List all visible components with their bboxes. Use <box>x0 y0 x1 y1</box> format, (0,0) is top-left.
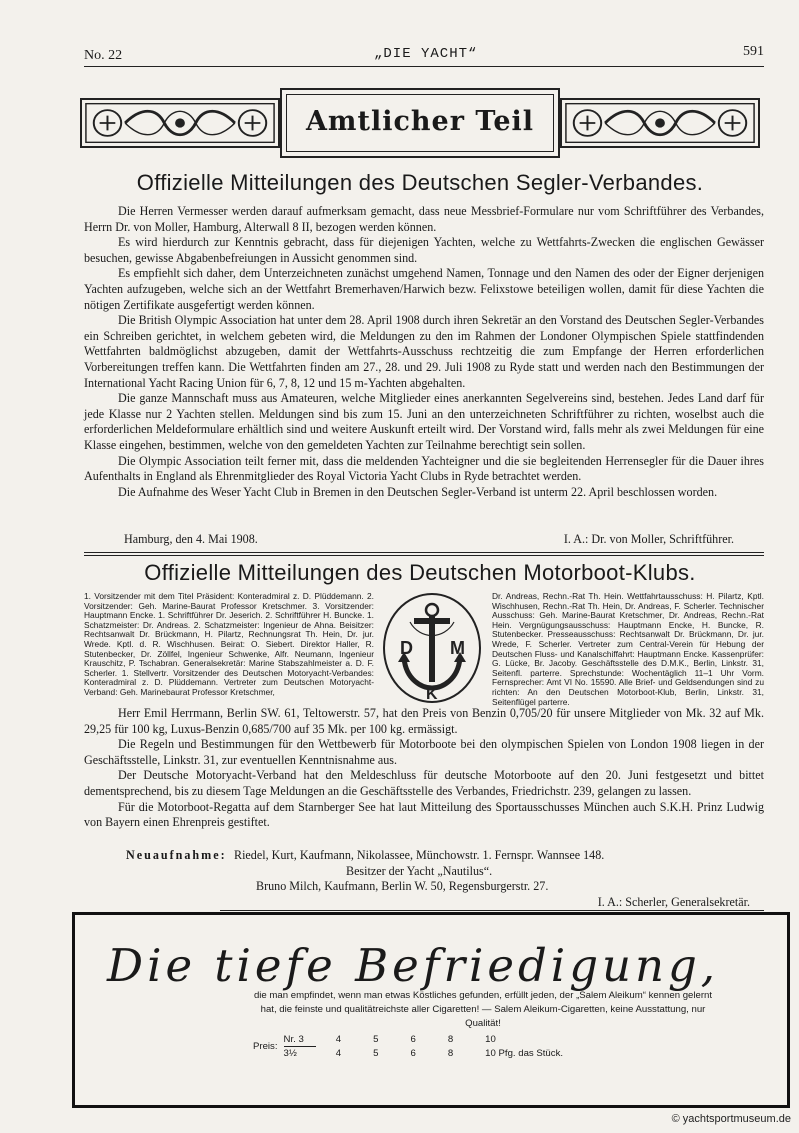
new-members-label: Neuaufnahme: <box>126 848 227 862</box>
motorboot-board-list <box>84 591 764 707</box>
price-pf: 3½ <box>283 1048 297 1059</box>
ad-headline: Die tiefe Befriedigung, <box>107 939 720 992</box>
price-pf: 5 <box>373 1047 379 1059</box>
place-date: Hamburg, den 4. Mai 1908. <box>124 532 258 546</box>
banner-title: Amtlicher Teil <box>305 106 535 137</box>
price-label: Preis: <box>253 1041 278 1052</box>
journal-title: „DIE YACHT“ <box>374 46 478 62</box>
issue-number: No. 22 <box>84 48 123 63</box>
header-rule <box>84 66 764 67</box>
emblem-letter-d: D <box>400 638 413 658</box>
price-nr: 4 <box>335 1034 342 1046</box>
segler-paragraph: Die Herren Vermesser werden darauf aufmerksam gemacht, dass neue Messbrief-Formulare nur vom Schriftführer des Verbandes, Herrn Dr. von Moller, Hamburg, Alterwall 8 II, bezogen werden können. <box>84 204 764 234</box>
segler-paragraph: Es empfiehlt sich daher, dem Unterzeichneten zunächst umgehend Namen, Tonnage und den Namen des oder der Eigner derjenigen Yachten aufzugeben, welche sich an der Wettfahrt Bremerhaven/Harwich bezw. Felixstowe beteiligen wollen, damit für diese Yachten die nötigen Zertifikate ausgefertigt werden können. <box>84 266 764 312</box>
price-pf: 6 <box>410 1047 416 1059</box>
segler-paragraph: Die Olympic Association teilt ferner mit, dass die meldenden Yachteigner und die sie begleitenden Herrensegler für die Dauer ihres Aufenthalts in England als Ehrenmitglieder des Royal Victoria Yacht Clubs in Ryde betrachtet werden. <box>84 453 764 484</box>
price-nr: Nr. 3 <box>284 1033 316 1047</box>
emblem-letter-k: K <box>426 686 438 703</box>
price-pf: 8 <box>447 1047 454 1059</box>
segler-paragraph: Die ganze Mannschaft muss aus Amateuren, welche Mitglieder eines anerkannten Segelvereins sind, bestehen. Jedes Land darf für jede Klasse nur 2 Yachten stellen. Meldungen sind bis zum 15. Juni an den unterzeichneten Schriftführer zu richten, woselbst auch die erforderlichen Meldeformulare erhältlich sind und weitere Auskunft erteilt wird. Der Vorstand wird, falls mehr als zwei Meldungen für eine Klasse eingehen, bestimmen, welche von den gemeldeten Yachten zur Teilnahme berechtigt sein sollen. <box>84 391 764 452</box>
price-nr: 10 <box>485 1034 496 1046</box>
segler-paragraph: Die British Olympic Association hat unter dem 28. April 1908 durch ihren Sekretär an den Vorstand des Deutschen Segler-Verbandes ein Schreiben gerichtet, in welchem gebeten wird, die Meldungen zu den im Rahmen der Londoner Olympischen Spiele stattfindenden Wettfahrten baldmöglichst abzugeben, damit der Wettfahrts-Ausschuss rechtzeitig die zum Empfange der Herren erforderlichen Vorbereitungen treffen kann. Die Wettfahrten finden am 27., 28. und 29. Juli 1908 zu Ryde statt und werden nach den Bestimmungen der International Yacht Racing Union für 6, 7, 8, 12 und 15 m-Yachten abgehalten. <box>84 313 764 390</box>
price-table <box>253 1033 713 1060</box>
price-nr: 8 <box>447 1034 454 1046</box>
motorboot-paragraph: Für die Motorboot-Regatta auf dem Starnberger See hat laut Mitteilung des Sportausschusses München auch S.K.H. Prinz Ludwig von Bayern einen Ehrenpreis gestiftet. <box>84 799 764 830</box>
motorboot-paragraph: Die Regeln und Bestimmungen für den Wettbewerb für Motorboote bei den olympischen Spielen von London 1908 liegen in der Geschäftsstelle, Linkstr. 31, zur eventuellen Kenntnisnahme aus. <box>84 737 764 767</box>
new-members <box>84 848 764 910</box>
new-member-entry: Bruno Milch, Kaufmann, Berlin W. 50, Regensburgerstr. 27. <box>256 879 549 894</box>
new-member-entry-note: Besitzer der Yacht „Nautilus“. <box>346 863 493 878</box>
price-nr: 5 <box>373 1034 379 1046</box>
segler-paragraph: Die Aufnahme des Weser Yacht Club in Bremen in den Deutschen Segler-Verband ist unterm 22. April beschlossen worden. <box>118 484 718 499</box>
motorboot-signature: I. A.: Scherler, Generalsekretär. <box>597 894 750 909</box>
segler-paragraph: Es wird hierdurch zur Kenntnis gebracht, dass für diejenigen Yachten, welche zu Wettfahrts-Zwecken die englischen Gewässer besuchen, gewisse Abgabenbefreiungen in Aussicht genommen sind. <box>84 235 764 265</box>
board-members-left: 1. Vorsitzender mit dem Titel Präsident: Konteradmiral z. D. Plüddemann. 2. Vorsitzender: Geh. Marine-Baurat Professor Kretschmer. 3. Vorsitzender: Hauptmann Encke. 1. Schriftführer Dr. Jeserich. 2. Schriftführer H. Buncke. 1. Schatzmeister: Dr. Andreas. 2. Schatzmeister: Ingenieur de Ahna. Beisitzer: Rechtsanwalt Dr. Brückmann, H. Pilartz, Rechnungsrat Th. Hein, Dr. jur. Wrede. Kptl. d. R. Wischhusen. Beirat: O. Siebert. Direktor Haller, R. Stutenbecker, Dr. Zöllfel, Ingenieur Schwenke, Alfr. Neumann, Ingenieur Krauschitz, P. Tschabran. Generalsekretär: Marine Stabszahlmeister a. D. F. Scherler. 1. Stellvertr. Vorsitzender des Deutschen Motoryacht-Verbandes: Konteradmiral z. D. Plüddemann. Vertreter zum Deutschen Motoryacht-Verband: Geh. Marinebaurat Professor Kretschmer, <box>84 591 374 697</box>
ornament-right-icon <box>560 98 760 148</box>
segler-heading: Offizielle Mitteilungen des Deutschen Segler-Verbandes. <box>136 170 704 195</box>
ad-copy: die man empfindet, wenn man etwas Köstliches gefunden, erfüllt jeden, der „Salem Aleikum“ kennen gelernt hat, die feinste und qualitätreichste aller Cigaretten! — Salem Aleikum-Cigaretten, keine Ausstattung, nur Qualität! <box>253 990 713 1029</box>
section-divider <box>84 552 764 553</box>
motorboot-paragraph: Der Deutsche Motoryacht-Verband hat den Meldeschluss für deutsche Motorboote auf den 20. Juni festgesetzt und bittet dementsprechend, bis zu diesem Tage Meldungen an die Geschäftsstelle des Verbandes, Friedrichstr. 239, gelangen zu lassen. <box>84 768 764 798</box>
segler-signature: I. A.: Dr. von Moller, Schriftführer. <box>563 532 734 546</box>
motorboot-paragraph: Herr Emil Herrmann, Berlin SW. 61, Teltowerstr. 57, hat den Preis von Benzin 0,705/20 für unsere Mitglieder von Mk. 32 auf Mk. 29,25 für 100 kg, Luxus-Benzin 0,685/700 auf 35 Mk. per 100 kg. ermässigt. <box>84 706 764 736</box>
price-pf: 10 Pfg. das Stück. <box>485 1047 564 1059</box>
ad-top-rule <box>220 910 764 911</box>
segler-body <box>84 204 764 500</box>
price-nr: 6 <box>410 1034 416 1046</box>
page-number: 591 <box>743 44 764 59</box>
section-banner <box>72 88 768 158</box>
motorboot-body <box>84 706 764 831</box>
new-member-entry: Riedel, Kurt, Kaufmann, Nikolassee, Münchowstr. 1. Fernspr. Wannsee 148. <box>234 848 605 862</box>
dmk-anchor-emblem <box>380 592 484 704</box>
emblem-letter-m: M <box>450 638 465 658</box>
banner-title-box <box>280 88 560 158</box>
board-members-right: Dr. Andreas, Rechn.-Rat Th. Hein. Wettfahrtausschuss: H. Pilartz, Kptl. Wischhusen, Rechn.-Rat Th. Hein, Dr. Andreas, F. Scherler. Technischer Ausschuss: Geh. Marine-Baurat Kretschmer, Dr. Andreas, Rechn.-Rat Hein. Vergnügungsausschuss: Hauptmann Encke, H. Buncke, R. Stutenbecker. Presseausschuss: Rechtsanwalt Dr. Brückmann, Dr. jur. Wrede, F. Scherler. Vertreter zum Central-Verein für Hebung der Deutschen Fluss- und Kanalschiffahrt: Hauptmann Encke. Kassenprüfer: G. Lücke, Br. Jacoby. Geschäftsstelle des D.M.K., Berlin, Linkstr. 31, Seitenfl. parterre. Sprechstunde: Wochentäglich 11–1 Uhr Vorm. Fernsprecher: Amt VI No. 15590. Alle Brief- und Geldsendungen sind zu richten: An den Deutschen Motorboot-Klub, Berlin, Linkstr. 31, Seitenflügel parterre. <box>492 591 764 707</box>
section-divider <box>84 555 764 556</box>
running-header <box>84 44 764 66</box>
advertisement <box>72 912 790 1108</box>
motorboot-heading: Offizielle Mitteilungen des Deutschen Motorboot-Klubs. <box>144 560 696 585</box>
ornament-left-icon <box>80 98 280 148</box>
image-credit: © yachtsportmuseum.de <box>671 1113 791 1125</box>
price-pf: 4 <box>335 1047 342 1059</box>
